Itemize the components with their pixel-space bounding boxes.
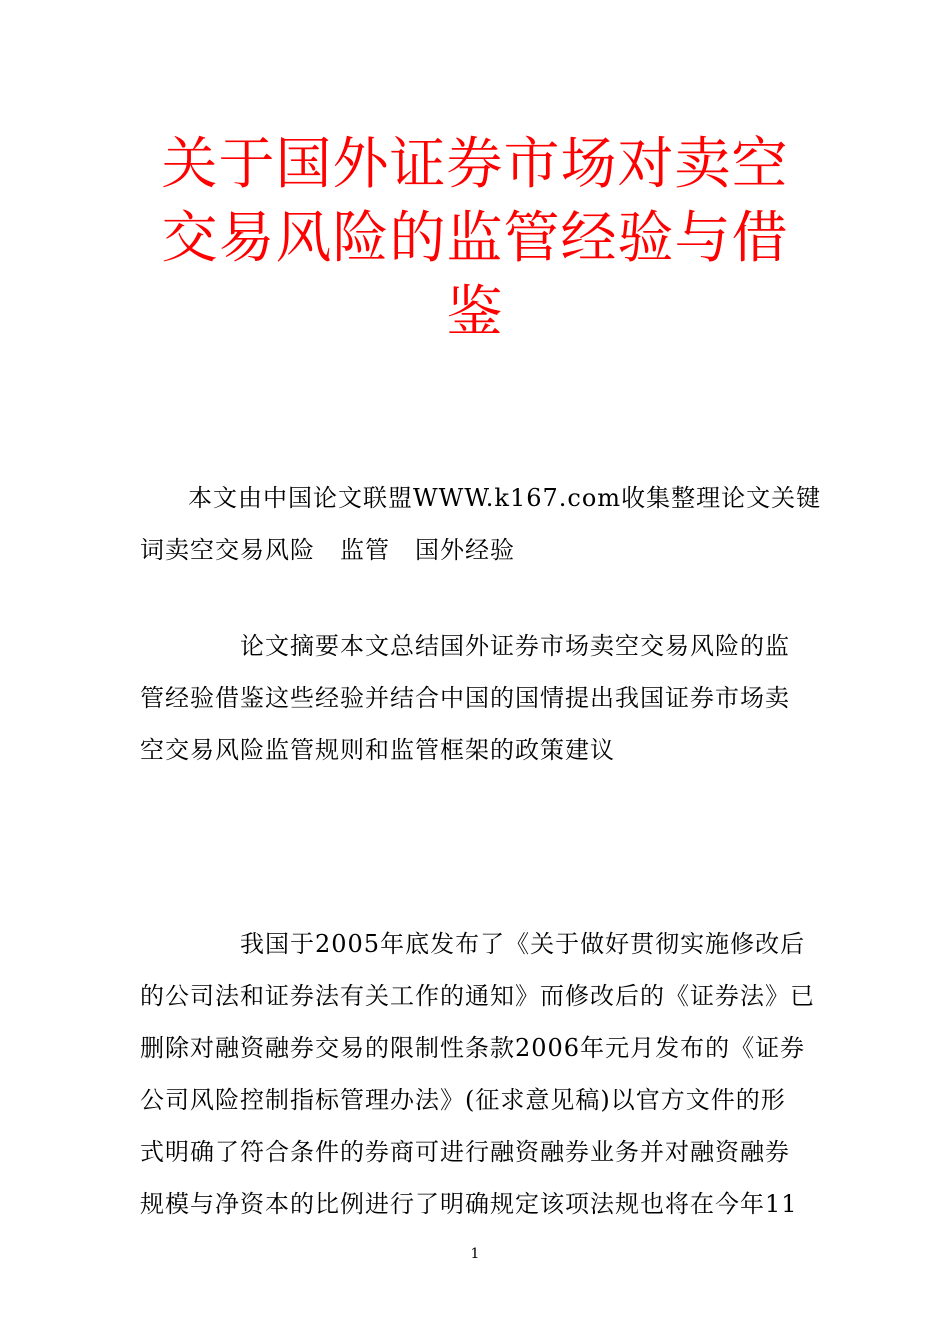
text-line: 规模与净资本的比例进行了明确规定该项法规也将在今年11 (140, 1190, 798, 1218)
text-line: 的公司法和证券法有关工作的通知》而修改后的《证券法》已 (140, 982, 815, 1010)
document-title (140, 128, 810, 350)
abstract-paragraph (140, 620, 810, 776)
text-line: 式明确了符合条件的券商可进行融资融券业务并对融资融券 (140, 1138, 790, 1166)
title-line: 关于国外证券市场对卖空 (161, 132, 789, 197)
text-line: 删除对融资融券交易的限制性条款2006年元月发布的《证券 (140, 1034, 806, 1062)
text-line: 论文摘要本文总结国外证券市场卖空交易风险的监 (240, 632, 790, 660)
intro-paragraph (140, 472, 822, 576)
title-line: 交易风险的监管经验与借 (161, 206, 789, 271)
body-paragraph (140, 918, 815, 1230)
text-line: 管经验借鉴这些经验并结合中国的国情提出我国证券市场卖 (140, 684, 790, 712)
title-line: 鉴 (446, 280, 504, 345)
text-line: 本文由中国论文联盟WWW.k167.com收集整理论文关键 (188, 484, 822, 512)
text-line: 空交易风险监管规则和监管框架的政策建议 (140, 736, 615, 764)
page-number: 1 (470, 1246, 480, 1262)
text-line: 我国于2005年底发布了《关于做好贯彻实施修改后 (240, 930, 806, 958)
text-line: 词卖空交易风险 监管 国外经验 (140, 536, 515, 564)
text-line: 公司风险控制指标管理办法》(征求意见稿)以官方文件的形 (140, 1086, 786, 1114)
